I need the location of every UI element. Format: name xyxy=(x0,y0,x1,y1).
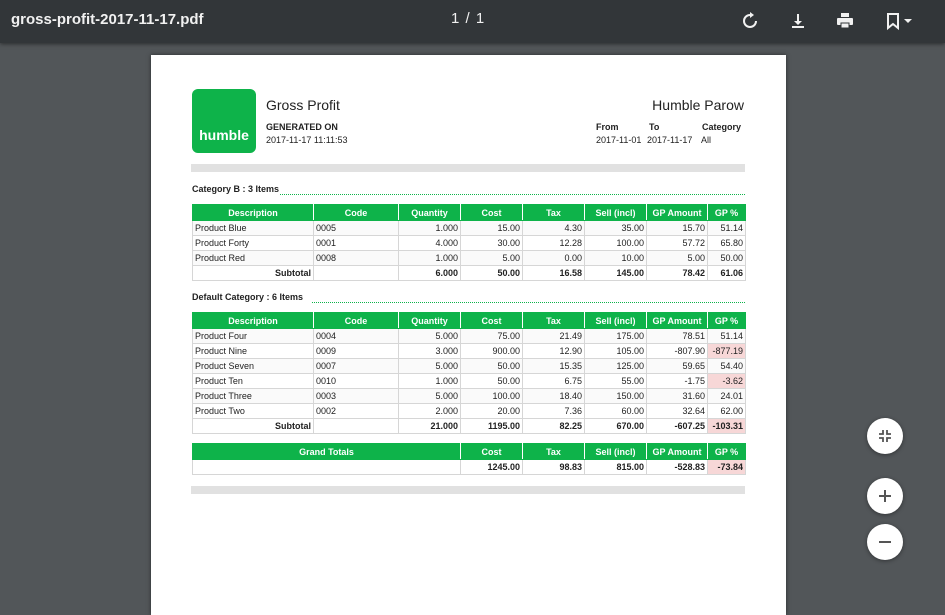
table-cell: 20.00 xyxy=(461,404,523,419)
column-header: Cost xyxy=(461,313,523,329)
bookmark-icon[interactable] xyxy=(883,11,903,31)
subtotal-row xyxy=(193,419,746,434)
table-row xyxy=(193,236,746,251)
table-cell: 0003 xyxy=(314,389,399,404)
table-cell: 900.00 xyxy=(461,344,523,359)
column-header: GP % xyxy=(708,444,746,460)
default-category-table xyxy=(192,312,746,434)
table-cell: 50.00 xyxy=(708,251,746,266)
column-header: Code xyxy=(314,205,399,221)
table-cell: 0007 xyxy=(314,359,399,374)
table-row xyxy=(193,329,746,344)
humble-logo: humble xyxy=(192,89,256,153)
table-cell: Product Nine xyxy=(193,344,314,359)
table-header-row xyxy=(193,313,746,329)
table-cell: 32.64 xyxy=(647,404,708,419)
column-header: Description xyxy=(193,205,314,221)
table-cell: 15.70 xyxy=(647,221,708,236)
column-header: Code xyxy=(314,313,399,329)
table-cell: 55.00 xyxy=(585,374,647,389)
table-cell: -807.90 xyxy=(647,344,708,359)
table-cell: 0001 xyxy=(314,236,399,251)
column-header: Cost xyxy=(461,444,523,460)
subtotal-cell: 1195.00 xyxy=(461,419,523,434)
table-cell: 100.00 xyxy=(585,236,647,251)
subtotal-cell: 61.06 xyxy=(708,266,746,281)
column-header: GP Amount xyxy=(647,444,708,460)
table-cell: 4.30 xyxy=(523,221,585,236)
fit-page-icon xyxy=(875,426,895,446)
to-label: To xyxy=(649,122,660,132)
table-cell: 1.000 xyxy=(399,221,461,236)
subtotal-cell: 82.25 xyxy=(523,419,585,434)
zoom-in-icon xyxy=(875,486,895,506)
column-header: GP Amount xyxy=(647,205,708,221)
report-title: Gross Profit xyxy=(266,97,340,113)
subtotal-cell: 145.00 xyxy=(585,266,647,281)
table-cell: 57.72 xyxy=(647,236,708,251)
table-cell: 0004 xyxy=(314,329,399,344)
subtotal-cell: -607.25 xyxy=(647,419,708,434)
table-cell: 150.00 xyxy=(585,389,647,404)
table-cell: 51.14 xyxy=(708,221,746,236)
rotate-icon[interactable] xyxy=(740,11,760,31)
file-title: gross-profit-2017-11-17.pdf xyxy=(11,11,204,28)
subtotal-cell: 6.000 xyxy=(399,266,461,281)
table-cell: 21.49 xyxy=(523,329,585,344)
subtotal-cell: 21.000 xyxy=(399,419,461,434)
table-cell: 125.00 xyxy=(585,359,647,374)
column-header: Sell (incl) xyxy=(585,313,647,329)
download-icon[interactable] xyxy=(788,11,808,31)
print-icon[interactable] xyxy=(835,11,855,31)
subtotal-cell: -103.31 xyxy=(708,419,746,434)
table-cell: 5.000 xyxy=(399,359,461,374)
category-b-table xyxy=(192,204,746,281)
grand-total-cell: -73.84 xyxy=(708,460,746,475)
table-row xyxy=(193,251,746,266)
table-cell: Product Ten xyxy=(193,374,314,389)
table-cell: Product Forty xyxy=(193,236,314,251)
column-header: Quantity xyxy=(399,313,461,329)
table-cell: Product Four xyxy=(193,329,314,344)
column-header: Cost xyxy=(461,205,523,221)
column-header: Tax xyxy=(523,313,585,329)
table-cell: 18.40 xyxy=(523,389,585,404)
generated-value: 2017-11-17 11:11:53 xyxy=(266,135,348,145)
table-cell: 51.14 xyxy=(708,329,746,344)
column-header: Sell (incl) xyxy=(585,205,647,221)
subtotal-cell: Subtotal xyxy=(193,419,314,434)
column-header: Description xyxy=(193,313,314,329)
subtotal-cell xyxy=(314,419,399,434)
table-cell: 5.00 xyxy=(647,251,708,266)
grand-total-cell: 815.00 xyxy=(585,460,647,475)
zoom-in-button[interactable] xyxy=(867,478,903,514)
table-cell: 30.00 xyxy=(461,236,523,251)
table-cell: 54.40 xyxy=(708,359,746,374)
subtotal-row xyxy=(193,266,746,281)
grand-total-cell xyxy=(193,460,461,475)
subtotal-cell: 670.00 xyxy=(585,419,647,434)
table-cell: 78.51 xyxy=(647,329,708,344)
table-cell: 15.00 xyxy=(461,221,523,236)
to-value: 2017-11-17 xyxy=(647,135,693,145)
table-cell: Product Two xyxy=(193,404,314,419)
table-cell: 60.00 xyxy=(585,404,647,419)
store-name: Humble Parow xyxy=(652,97,744,113)
column-header: Grand Totals xyxy=(193,444,461,460)
table-row xyxy=(193,389,746,404)
column-header: GP Amount xyxy=(647,313,708,329)
table-cell: 5.000 xyxy=(399,389,461,404)
table-row xyxy=(193,374,746,389)
category-label: Category xyxy=(702,122,742,132)
table-cell: 5.000 xyxy=(399,329,461,344)
grand-totals-row xyxy=(193,460,746,475)
column-header: Tax xyxy=(523,205,585,221)
table-cell: 1.000 xyxy=(399,251,461,266)
pdf-page xyxy=(151,55,786,615)
table-cell: 10.00 xyxy=(585,251,647,266)
table-cell: 12.28 xyxy=(523,236,585,251)
generated-label: GENERATED ON xyxy=(266,122,338,132)
zoom-out-button[interactable] xyxy=(867,524,903,560)
table-cell: 0.00 xyxy=(523,251,585,266)
grand-total-cell: 1245.00 xyxy=(461,460,523,475)
table-cell: -1.75 xyxy=(647,374,708,389)
table-cell: 62.00 xyxy=(708,404,746,419)
grand-total-cell: -528.83 xyxy=(647,460,708,475)
table-cell: Product Three xyxy=(193,389,314,404)
table-cell: 2.000 xyxy=(399,404,461,419)
table-row xyxy=(193,344,746,359)
table-cell: 59.65 xyxy=(647,359,708,374)
table-cell: 12.90 xyxy=(523,344,585,359)
table-cell: 0005 xyxy=(314,221,399,236)
column-header: Sell (incl) xyxy=(585,444,647,460)
table-cell: 50.00 xyxy=(461,359,523,374)
table-cell: 65.80 xyxy=(708,236,746,251)
table-cell: 175.00 xyxy=(585,329,647,344)
table-cell: 3.000 xyxy=(399,344,461,359)
zoom-out-icon xyxy=(875,532,895,552)
column-header: GP % xyxy=(708,205,746,221)
table-cell: 105.00 xyxy=(585,344,647,359)
table-cell: 5.00 xyxy=(461,251,523,266)
divider-bar xyxy=(191,164,745,172)
subtotal-cell: 50.00 xyxy=(461,266,523,281)
subtotal-cell: 16.58 xyxy=(523,266,585,281)
table-cell: 0002 xyxy=(314,404,399,419)
category-heading: Default Category : 6 Items xyxy=(192,292,745,302)
column-header: Tax xyxy=(523,444,585,460)
table-cell: Product Blue xyxy=(193,221,314,236)
table-cell: 0010 xyxy=(314,374,399,389)
table-row xyxy=(193,404,746,419)
subtotal-cell: 78.42 xyxy=(647,266,708,281)
table-cell: 1.000 xyxy=(399,374,461,389)
column-header: Quantity xyxy=(399,205,461,221)
grand-totals-table xyxy=(192,443,746,475)
from-label: From xyxy=(596,122,619,132)
table-cell: 31.60 xyxy=(647,389,708,404)
table-cell: 50.00 xyxy=(461,374,523,389)
page-indicator[interactable]: 1 / 1 xyxy=(451,10,486,27)
from-value: 2017-11-01 xyxy=(596,135,642,145)
table-header-row xyxy=(193,205,746,221)
table-cell: 100.00 xyxy=(461,389,523,404)
pdf-toolbar xyxy=(0,0,945,43)
table-cell: Product Seven xyxy=(193,359,314,374)
subtotal-cell: Subtotal xyxy=(193,266,314,281)
table-cell: -3.62 xyxy=(708,374,746,389)
table-cell: 7.36 xyxy=(523,404,585,419)
table-header-row xyxy=(193,444,746,460)
table-cell: 24.01 xyxy=(708,389,746,404)
subtotal-cell xyxy=(314,266,399,281)
table-cell: Product Red xyxy=(193,251,314,266)
table-cell: 6.75 xyxy=(523,374,585,389)
category-value: All xyxy=(701,135,712,145)
column-header: GP % xyxy=(708,313,746,329)
divider-bar xyxy=(191,486,745,494)
table-cell: 0009 xyxy=(314,344,399,359)
grand-total-cell: 98.83 xyxy=(523,460,585,475)
chevron-down-icon[interactable] xyxy=(901,14,915,28)
table-cell: -877.19 xyxy=(708,344,746,359)
table-cell: 4.000 xyxy=(399,236,461,251)
fit-page-button[interactable] xyxy=(867,418,903,454)
table-cell: 15.35 xyxy=(523,359,585,374)
table-cell: 75.00 xyxy=(461,329,523,344)
table-cell: 35.00 xyxy=(585,221,647,236)
category-heading: Category B : 3 Items xyxy=(192,184,745,194)
table-row xyxy=(193,359,746,374)
table-cell: 0008 xyxy=(314,251,399,266)
table-row xyxy=(193,221,746,236)
